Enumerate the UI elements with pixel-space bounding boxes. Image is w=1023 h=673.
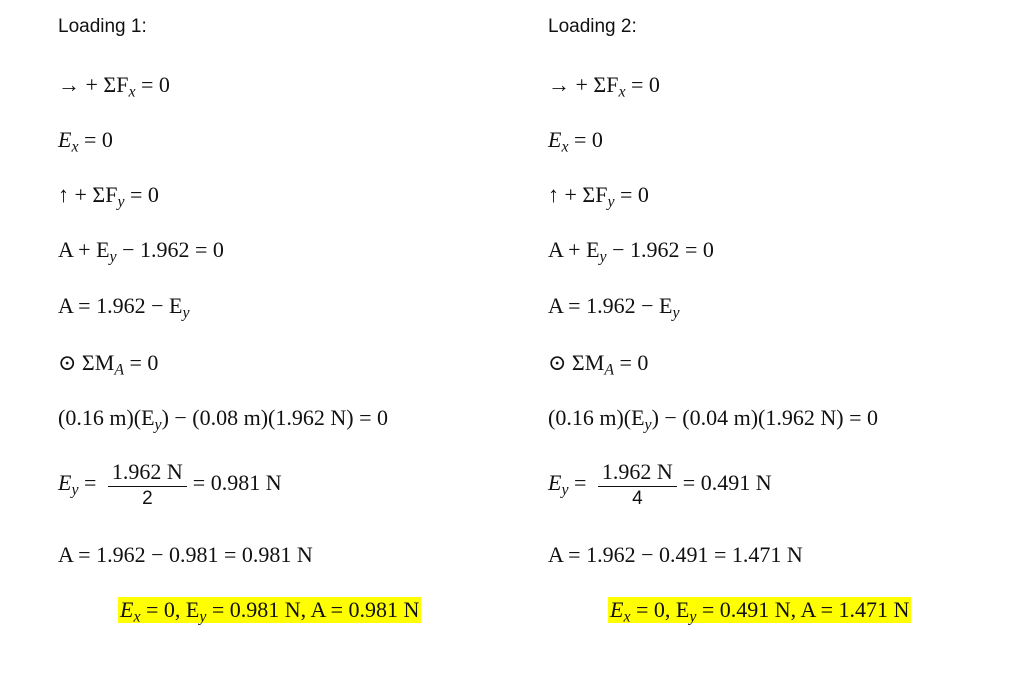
loading-2-heading: Loading 2: [548, 16, 637, 37]
fraction-numerator: 1.962 N [108, 460, 187, 487]
sum-fy-equation: ↑ + $\Sigma F_y = 0$ [58, 182, 159, 211]
sum-fx-equation: → + $\Sigma F_x = 0$ [58, 72, 170, 101]
a-expression-equation: $A = 1.962 - E_y$ [58, 293, 190, 322]
sum-fy-equation: ↑ + $\Sigma F_y = 0$ [548, 182, 649, 211]
moment-sum-equation: ⊙ $\Sigma M_A = 0$ [548, 350, 649, 379]
loading-2-highlighted-result: $E_x = 0$, $E_y = 0.491$ N, A = 1.471 N [610, 597, 910, 626]
sum-fx-equation: → + $\Sigma F_x = 0$ [548, 72, 660, 101]
ex-equation: $E_x = 0$ [58, 127, 113, 156]
fraction-denominator: 4 [632, 488, 643, 510]
fraction-numerator: 1.962 N [598, 460, 677, 487]
loading-2-column [548, 0, 1018, 673]
fraction-denominator: 2 [142, 488, 153, 510]
ey-fraction-equation: $E_y$ = $\frac{1.962 N}{2}$ = 0.981 N [58, 459, 282, 510]
fraction [108, 460, 187, 510]
vertical-balance-equation: $A + E_y - 1.962 = 0$ [58, 237, 224, 266]
loading-1-column [58, 0, 528, 673]
loading-1-highlighted-result: $E_x = 0$, $E_y = 0.981$ N, A = 0.981 N [120, 597, 420, 626]
ex-equation: $E_x = 0$ [548, 127, 603, 156]
moment-sum-equation: ⊙ $\Sigma M_A = 0$ [58, 350, 159, 379]
vertical-balance-equation: $A + E_y - 1.962 = 0$ [548, 237, 714, 266]
moment-equation: (0.16 $m)(E_y) - (0.08$ m)(1.962 N) = 0 [58, 405, 389, 434]
a-result-equation: A = 1.962 − 0.981 = 0.981 N [58, 542, 313, 567]
loading-1-heading: Loading 1: [58, 16, 147, 37]
moment-equation: (0.16 $m)(E_y) - (0.04$ m)(1.962 N) = 0 [548, 405, 879, 434]
a-result-equation: A = 1.962 − 0.491 = 1.471 N [548, 542, 803, 567]
fraction [598, 460, 677, 510]
a-expression-equation: $A = 1.962 - E_y$ [548, 293, 680, 322]
ey-fraction-equation: $E_y$ = $\frac{1.962 N}{4}$ = 0.491 N [548, 459, 772, 510]
